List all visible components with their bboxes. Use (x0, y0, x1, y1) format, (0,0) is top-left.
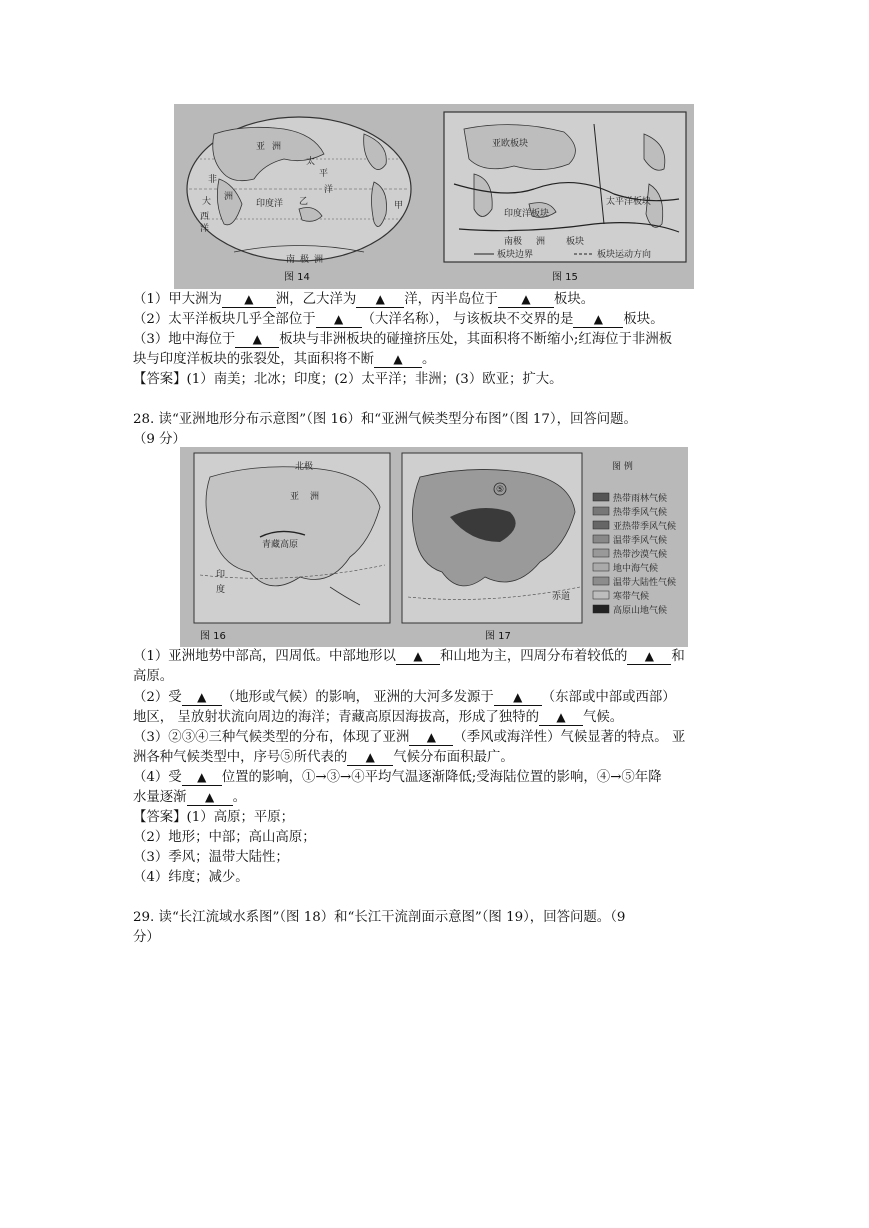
fig14-label: 亚 (256, 142, 266, 152)
q27-sub3-cont: 块与印度洋板块的张裂处，其面积将不断 ▲ 。 (133, 352, 436, 367)
q27-sub3: （3）地中海位于 ▲ 板块与非洲板块的碰撞挤压处，其面积将不断缩小;红海位于非洲板 (133, 332, 673, 347)
fig14-label: 大 (202, 197, 212, 207)
svg-text:温带季风气候: 温带季风气候 (613, 536, 668, 546)
world-maps-image (174, 104, 694, 289)
q28-sub3-cont: 洲各种气候类型中，序号⑤所代表的 ▲ 气候分布面积最广。 (133, 750, 514, 765)
fig17-label: ⑤ (496, 485, 505, 495)
fig16-caption: 图 16 (200, 631, 226, 642)
q28-title-cont: （9 分） (133, 432, 186, 447)
q28-sub4: （4）受 ▲ 位置的影响，①→③→④平均气温逐渐降低;受海陆位置的影响，④→⑤年降 (133, 770, 662, 785)
q27-answer: 【答案】(1）南美；北冰；印度；(2）太平洋；非洲；(3）欧亚；扩大。 (133, 372, 563, 387)
svg-text:高原山地气候: 高原山地气候 (613, 606, 668, 616)
fig14-label: 印度洋 (256, 199, 284, 209)
fig14-label: 洲 (272, 142, 282, 152)
answer-blank[interactable]: ▲ (494, 690, 542, 706)
fig17-caption: 图 17 (485, 631, 511, 642)
fig16-label: 北极 (295, 462, 314, 472)
fig17-legend (593, 492, 676, 616)
fig16-label: 青藏高原 (262, 540, 299, 550)
fig16-label: 度 (216, 585, 226, 595)
answer-blank[interactable]: ▲ (222, 292, 276, 308)
fig15-legend: 板块边界 (497, 250, 534, 260)
q28-sub2-cont: 地区， 呈放射状流向周边的海洋；青藏高原因海拔高，形成了独特的 ▲ 气候。 (133, 710, 624, 725)
svg-text:热带雨林气候: 热带雨林气候 (613, 494, 668, 504)
fig14-label: 南 (286, 255, 296, 265)
svg-text:热带季风气候: 热带季风气候 (613, 508, 668, 518)
fig14-label: 甲 (394, 201, 404, 211)
fig14-label: 洋 (324, 185, 334, 195)
fig15-label: 印度洋板块 (504, 209, 550, 219)
svg-text:热带沙漠气候: 热带沙漠气候 (613, 550, 668, 560)
q29-title-cont: 分） (133, 930, 160, 945)
figure-16-17 (180, 447, 688, 647)
svg-text:温带大陆性气候: 温带大陆性气候 (613, 578, 677, 588)
fig16-label: 亚 (290, 492, 300, 502)
q28-sub1-cont: 高原。 (133, 669, 174, 684)
fig15-label: 太平洋板块 (606, 197, 652, 207)
q27-sub2: （2）太平洋板块几乎全部位于 ▲ （大洋名称）， 与该板块不交界的是 ▲ 板块。 (133, 312, 664, 327)
answer-blank[interactable]: ▲ (573, 312, 623, 328)
fig14-label: 非 (208, 175, 218, 185)
figure-14-15 (174, 104, 694, 289)
q29-title: 29. 读“长江流域水系图”（图 18）和“长江干流剖面示意图”（图 19），回答问题。（9 (133, 910, 626, 925)
answer-blank[interactable]: ▲ (347, 750, 393, 766)
answer-blank[interactable]: ▲ (235, 332, 279, 348)
q28-answer-line: （2）地形；中部；高山高原； (133, 830, 316, 845)
answer-blank[interactable]: ▲ (182, 690, 222, 706)
fig16-label: 印 (216, 570, 226, 580)
svg-text:寒带气候: 寒带气候 (613, 592, 650, 602)
svg-text:亚热带季风气候: 亚热带季风气候 (613, 522, 677, 532)
q28-answer-line: （4）纬度；减少。 (133, 870, 249, 885)
answer-blank[interactable]: ▲ (316, 312, 362, 328)
svg-text:地中海气候: 地中海气候 (613, 564, 659, 574)
fig14-label: 极 (300, 255, 310, 265)
answer-blank[interactable]: ▲ (182, 770, 222, 786)
answer-blank[interactable]: ▲ (356, 292, 404, 308)
fig14-caption: 图 14 (284, 272, 310, 283)
fig14-label: 太 (306, 157, 316, 167)
fig17-legend-title: 图 例 (612, 462, 633, 472)
answer-blank[interactable]: ▲ (187, 790, 233, 806)
fig14-label: 西 (200, 212, 210, 222)
q27-sub1: （1）甲大洲为 ▲ 洲，乙大洋为 ▲ 洋，丙半岛位于 ▲ 板块。 (133, 292, 595, 307)
fig14-label: 乙 (299, 197, 309, 207)
q28-title: 28. 读“亚洲地形分布示意图”（图 16）和“亚洲气候类型分布图”（图 17），回答问题。 (133, 412, 637, 427)
answer-blank[interactable]: ▲ (539, 710, 583, 726)
q28-sub2: （2）受 ▲ （地形或气候）的影响， 亚洲的大河多发源于 ▲ （东部或中部或西部） (133, 690, 676, 705)
asia-maps-image (180, 447, 688, 647)
answer-blank[interactable]: ▲ (627, 649, 671, 665)
fig14-label: 洋 (200, 224, 210, 234)
answer-blank[interactable]: ▲ (409, 730, 453, 746)
fig15-label: 亚欧板块 (492, 139, 529, 149)
fig14-label: 平 (319, 169, 329, 179)
fig15-label: 洲 (536, 237, 546, 247)
answer-blank[interactable]: ▲ (396, 649, 440, 665)
q28-sub3: （3）②③④三种气候类型的分布，体现了亚洲 ▲ （季风或海洋性）气候显著的特点。 亚 (133, 730, 686, 745)
answer-blank[interactable]: ▲ (498, 292, 554, 308)
q28-answer-line: 【答案】(1）高原；平原； (133, 810, 295, 825)
fig14-label: 洲 (314, 255, 324, 265)
fig15-label: 板块 (566, 237, 585, 247)
fig15-legend: 板块运动方向 (597, 250, 652, 260)
fig15-caption: 图 15 (552, 272, 578, 283)
fig17-label: 赤道 (552, 592, 571, 602)
answer-blank[interactable]: ▲ (374, 352, 422, 368)
fig14-label: 洲 (224, 192, 234, 202)
q28-answer-line: （3）季风；温带大陆性； (133, 850, 289, 865)
fig16-label: 洲 (310, 492, 320, 502)
q28-sub1: （1）亚洲地势中部高，四周低。中部地形以 ▲ 和山地为主，四周分布着较低的 ▲ 和 (133, 649, 685, 664)
fig15-label: 南极 (504, 237, 523, 247)
q28-sub4-cont: 水量逐渐 ▲ 。 (133, 790, 246, 805)
